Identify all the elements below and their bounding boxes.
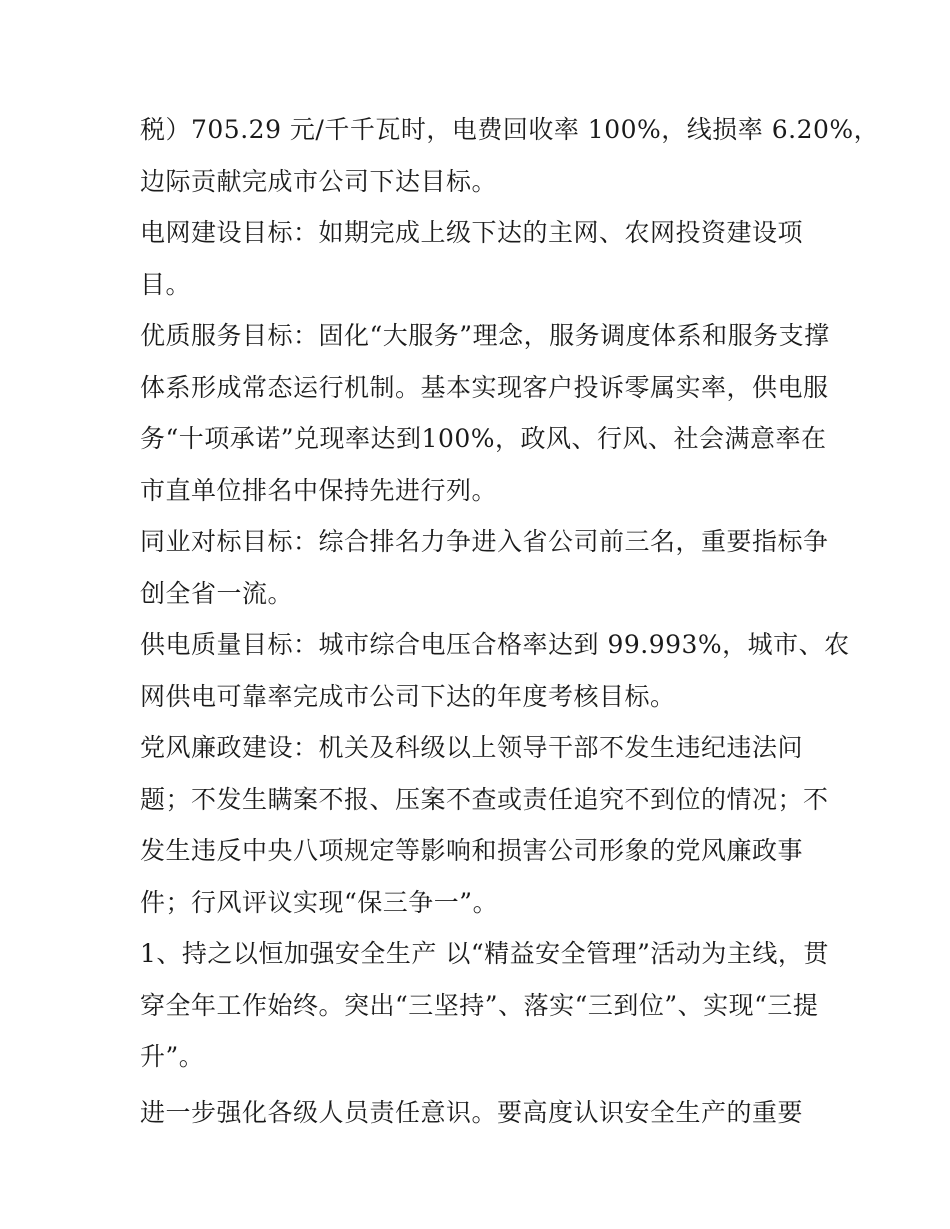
text-line: 发生违反中央八项规定等影响和损害公司形象的党风廉政事 <box>140 836 804 865</box>
text-line: 体系形成常态运行机制。基本实现客户投诉零属实率，供电服 <box>140 372 829 402</box>
document-body <box>140 104 880 1138</box>
text-line: 优质服务目标：固化“大服务”理念，服务调度体系和服务支撑 <box>140 321 830 350</box>
text-line: 供电质量目标：城市综合电压合格率达到 99.993%，城市、农 <box>140 630 850 659</box>
text-line: 务“十项承诺”兑现率达到100%，政风、行风、社会满意率在 <box>140 424 827 453</box>
text-line: 党风廉政建设：机关及科级以上领导干部不发生违纪违法问 <box>140 733 804 762</box>
text-line: 升”。 <box>140 1042 205 1071</box>
text-line: 进一步强化各级人员责任意识。要高度认识安全生产的重要 <box>140 1097 804 1127</box>
text-line: 同业对标目标：综合排名力争进入省公司前三名，重要指标争 <box>140 527 829 556</box>
text-line: 市直单位排名中保持先进行列。 <box>140 475 498 505</box>
text-line: 件；行风评议实现“保三争一”。 <box>140 887 499 917</box>
text-line: 目。 <box>140 269 192 299</box>
text-line: 穿全年工作始终。突出“三坚持”、落实“三到位”、实现“三提 <box>140 990 819 1020</box>
text-line: 边际贡献完成市公司下达目标。 <box>140 166 498 196</box>
text-line: 网供电可靠率完成市公司下达的年度考核目标。 <box>140 681 676 711</box>
text-line: 创全省一流。 <box>140 578 294 608</box>
text-line: 税）705.29 元/千千瓦时，电费回收率 100%，线损率 6.20%， <box>140 115 880 144</box>
text-line: 电网建设目标：如期完成上级下达的主网、农网投资建设项 <box>140 218 804 247</box>
text-line: 1、持之以恒加强安全生产 以“精益安全管理”活动为主线，贯 <box>140 939 829 968</box>
text-line: 题；不发生瞒案不报、压案不查或责任追究不到位的情况；不 <box>140 784 829 814</box>
